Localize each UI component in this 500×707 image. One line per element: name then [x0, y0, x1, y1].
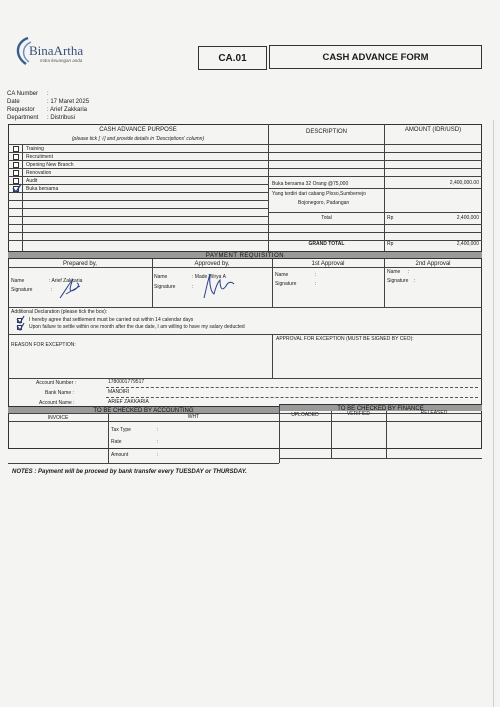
purpose-label-training: Training — [26, 146, 44, 152]
info-label-ca-number: CA Number — [7, 91, 39, 97]
first-approval-name-colon: : — [315, 272, 317, 278]
info-label-date: Date — [7, 99, 20, 105]
first-approval-header: 1st Approval — [311, 261, 345, 267]
approved-signature-colon: : — [192, 284, 194, 290]
finance-header: TO BE CHECKED BY FINANCE — [279, 404, 482, 411]
approved-by-header: Approved by, — [194, 261, 230, 267]
second-approval-name-colon: : — [408, 269, 410, 275]
form-code-box — [198, 46, 267, 70]
second-approval-signature-label: Signature — [387, 278, 409, 284]
total-value: 2,400,000 — [456, 215, 479, 221]
amount-header: AMOUNT (IDR/USD) — [404, 127, 462, 133]
purpose-label-recruitment: Recruitment — [26, 154, 53, 160]
info-value-ca-number: : — [47, 91, 49, 97]
approval-for-exception-label: APPROVAL FOR EXCEPTION (MUST BE SIGNED BY CEO): — [276, 336, 414, 342]
purpose-label-opening-new-branch: Opening New Branch — [26, 162, 74, 168]
description-line-1: Buka bersama 32 Orang @75,000 — [272, 181, 349, 187]
uploaded-header: UPLOADED — [291, 412, 319, 418]
form-title-box — [269, 45, 482, 69]
purpose-label-renovation: Renovation — [26, 170, 52, 176]
total-label: Total — [321, 215, 332, 221]
grand-total-value: 2,400,000 — [456, 241, 479, 247]
approved-signature-label: Signature — [154, 284, 176, 290]
approved-name-value: : Made Wirya A — [192, 274, 226, 280]
account-number-value: 1780001779517 — [108, 379, 145, 385]
info-value-requestor: : Arief Zakkaria — [47, 107, 88, 113]
invoice-header: INVOICE — [47, 415, 69, 421]
check-mark-icon — [12, 183, 22, 193]
bank-name-label: Bank Name : — [45, 390, 74, 396]
reason-for-exception-label: REASON FOR EXCEPTION: — [11, 342, 76, 348]
logo-tagline: mitra keuangan anda — [40, 58, 83, 63]
payment-requisition-header: PAYMENT REQUISITION — [8, 251, 482, 259]
purpose-subheader: (please tick [ √] and provide details in 'Descriptions' column) — [71, 136, 205, 142]
page-right-edge — [493, 120, 494, 707]
purpose-checkbox-opening-new-branch[interactable] — [13, 162, 19, 168]
wht-header: WHT — [187, 414, 200, 420]
binaartha-logo — [12, 36, 122, 68]
rate-colon: : — [157, 439, 159, 445]
second-approval-header: 2nd Approval — [415, 261, 451, 267]
grand-total-currency: Rp — [387, 241, 394, 247]
second-approval-signature-colon: : — [414, 278, 416, 284]
bank-name-value: MANDIRI — [108, 389, 130, 395]
declaration-item-1: I hereby agree that settlement must be carried out within 14 calendar days — [29, 317, 194, 323]
approved-name-label: Name — [154, 274, 168, 280]
account-number-label: Account Number : — [36, 380, 77, 386]
rate-label: Rate — [111, 439, 122, 445]
description-line-2: Yang terdiri dari cabang Ploso,Sumberrejo — [272, 191, 366, 197]
info-value-date: : 17 Maret 2025 — [47, 99, 90, 105]
amount-value: 2,400,000.00 — [449, 180, 479, 186]
prepared-name-value: : Arief Zakkaria — [49, 278, 83, 284]
account-name-label: Account Name : — [39, 400, 75, 406]
tax-type-label: Tax Type — [111, 427, 131, 433]
info-block — [7, 91, 207, 125]
purpose-checkbox-training[interactable] — [13, 146, 19, 152]
declaration-title: Additional Declaration (please tick the box): — [11, 309, 108, 315]
released-header: RELEASED — [420, 410, 448, 416]
prepared-signature-icon — [56, 276, 84, 302]
prepared-signature-colon: : — [51, 287, 53, 293]
description-header: DESCRIPTION — [305, 129, 347, 135]
first-approval-signature-label: Signature — [275, 281, 297, 287]
amount-colon: : — [157, 452, 159, 458]
purpose-checkbox-recruitment[interactable] — [13, 154, 19, 160]
info-value-department: : Distribusi — [47, 115, 76, 121]
logo-name: BinaArtha — [29, 43, 84, 58]
purpose-header: CASH ADVANCE PURPOSE — [99, 127, 177, 133]
second-approval-name-label: Name — [387, 269, 401, 275]
account-name-value: ARIEF ZAKKARIA — [108, 399, 149, 405]
prepared-name-label: Name — [11, 278, 25, 284]
first-approval-name-label: Name — [275, 272, 289, 278]
total-currency: Rp — [387, 215, 394, 221]
accounting-header: TO BE CHECKED BY ACCOUNTING — [8, 406, 279, 413]
first-approval-signature-colon: : — [315, 281, 317, 287]
form-code: CA.01 — [218, 53, 247, 64]
grand-total-label: GRAND TOTAL — [308, 241, 345, 247]
description-line-3: Bojonegoro, Padangan — [298, 200, 350, 206]
prepared-signature-label: Signature — [11, 287, 33, 293]
purpose-label-audit: Audit — [26, 178, 38, 184]
info-label-requestor: Requestor — [7, 107, 35, 113]
info-label-department: Department — [7, 115, 39, 121]
check-mark-icon — [16, 322, 25, 331]
approved-signature-icon — [198, 272, 238, 302]
purpose-label-buka-bersama: Buka bersama — [26, 186, 59, 192]
purpose-checkbox-renovation[interactable] — [13, 170, 19, 176]
form-title: CASH ADVANCE FORM — [322, 52, 429, 63]
notes: NOTES : Payment will be proceed by bank transfer every TUESDAY or THURSDAY. — [12, 469, 247, 475]
declaration-item-2: Upon failure to settle within one month after the due date, I am willing to have my salary deducted — [29, 324, 245, 330]
tax-type-colon: : — [157, 427, 159, 433]
verified-header: VERIFIED — [346, 411, 371, 417]
prepared-by-header: Prepared by, — [63, 261, 97, 267]
amount-label: Amount — [111, 452, 129, 458]
